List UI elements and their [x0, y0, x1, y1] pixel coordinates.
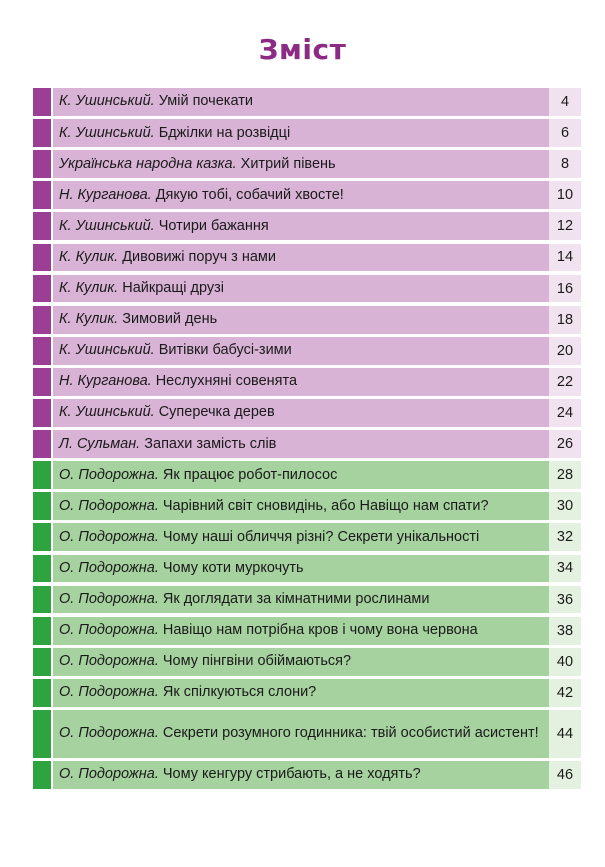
toc-entry[interactable] [33, 275, 581, 303]
toc-entry-title: Запахи замість слів [144, 435, 277, 452]
toc-entry-page-number: 12 [549, 212, 581, 240]
toc-entry-author: О. Подорожна. [59, 466, 159, 483]
toc-entry-title: Неслухняні совенята [155, 373, 298, 390]
toc-entry[interactable] [33, 461, 581, 489]
toc-entry-marker [33, 523, 51, 551]
toc-entry-title: Навіщо нам потрібна кров і чому вона червона [162, 622, 478, 639]
toc-entry-page-number: 38 [549, 617, 581, 645]
toc-entry-page-number: 46 [549, 761, 581, 789]
toc-entry[interactable] [33, 119, 581, 147]
toc-entry-author: К. Ушинський. [59, 404, 155, 421]
toc-entry-title: Суперечка дерев [158, 404, 275, 421]
toc-entry-title: Бджілки на розвідці [158, 124, 291, 141]
toc-entry-author: О. Подорожна. [59, 725, 159, 742]
toc-entry-title: Чому коти муркочуть [162, 559, 304, 576]
toc-entry-text [53, 399, 575, 427]
toc-entry-title: Дякую тобі, собачий хвосте! [155, 186, 344, 203]
toc-entry-page-number: 44 [549, 710, 581, 758]
toc-entry-page-number: 18 [549, 306, 581, 334]
toc-entry[interactable] [33, 399, 581, 427]
toc-entry-author: К. Ушинський. [59, 342, 155, 359]
toc-entry-author: О. Подорожна. [59, 653, 159, 670]
toc-entry-text [53, 617, 575, 645]
toc-entry-author: Н. Курганова. [59, 373, 152, 390]
toc-entry-title: Як працює робот-пилосос [162, 466, 338, 483]
toc-entry-title: Як доглядати за кімнатними рослинами [162, 591, 430, 608]
toc-entry-marker [33, 761, 51, 789]
toc-entry-text [53, 244, 575, 272]
toc-entry-marker [33, 710, 51, 758]
toc-entry-marker [33, 461, 51, 489]
toc-entry-marker [33, 617, 51, 645]
toc-entry-author: О. Подорожна. [59, 591, 159, 608]
toc-entry-title: Секрети розумного годинника: твій особистий асистент! [162, 725, 539, 742]
toc-entry-marker [33, 430, 51, 458]
toc-entry[interactable] [33, 679, 581, 707]
toc-entry-marker [33, 181, 51, 209]
toc-entry-title: Зимовий день [122, 311, 218, 328]
toc-entry-title: Чому кенгуру стрибають, а не ходять? [162, 766, 421, 783]
toc-entry-page-number: 28 [549, 461, 581, 489]
toc-entry-marker [33, 555, 51, 583]
toc-entry-title: Чарівний світ сновидінь, або Навіщо нам спати? [162, 497, 489, 514]
toc-entry-text [53, 150, 575, 178]
toc-entry-title: Чому пінгвіни обіймаються? [162, 653, 352, 670]
page-title: Зміст [258, 33, 347, 66]
toc-entry-marker [33, 648, 51, 676]
toc-entry-author: О. Подорожна. [59, 528, 159, 545]
toc-entry-text [53, 119, 575, 147]
toc-entry[interactable] [33, 150, 581, 178]
toc-entry-author: К. Ушинський. [59, 124, 155, 141]
toc-entry[interactable] [33, 88, 581, 116]
toc-entry[interactable] [33, 492, 581, 520]
toc-entry-title: Витівки бабусі-зими [158, 342, 292, 359]
toc-entry-page-number: 24 [549, 399, 581, 427]
toc-entry-title: Чотири бажання [158, 217, 269, 234]
toc-entry[interactable] [33, 337, 581, 365]
toc-entry-text [53, 586, 575, 614]
toc-entry-text [53, 306, 575, 334]
toc-entry-author: Л. Сульман. [59, 435, 141, 452]
toc-entry-title: Найкращі друзі [122, 280, 225, 297]
toc-entry-author: К. Кулик. [59, 248, 119, 265]
toc-entry-page-number: 16 [549, 275, 581, 303]
toc-entry[interactable] [33, 617, 581, 645]
toc-entry-page-number: 42 [549, 679, 581, 707]
toc-entry-marker [33, 212, 51, 240]
toc-entry-marker [33, 275, 51, 303]
toc-entry-text [53, 492, 575, 520]
toc-entry-page-number: 6 [549, 119, 581, 147]
toc-entry-title: Дивовижі поруч з нами [122, 248, 276, 265]
toc-entry-page-number: 36 [549, 586, 581, 614]
toc-entry-page-number: 8 [549, 150, 581, 178]
toc-entry-page-number: 4 [549, 88, 581, 116]
toc-entry-marker [33, 306, 51, 334]
toc-entry-author: К. Ушинський. [59, 217, 155, 234]
toc-entry-text [53, 88, 575, 116]
toc-entry-text [53, 523, 575, 551]
toc-entry[interactable] [33, 368, 581, 396]
toc-entry-author: К. Кулик. [59, 311, 119, 328]
toc-entry-author: О. Подорожна. [59, 684, 159, 701]
toc-entry[interactable] [33, 710, 581, 758]
toc-entry-author: О. Подорожна. [59, 559, 159, 576]
toc-entry-text [53, 679, 575, 707]
toc-entry[interactable] [33, 306, 581, 334]
toc-entry-marker [33, 150, 51, 178]
toc-entry[interactable] [33, 586, 581, 614]
toc-entry[interactable] [33, 761, 581, 789]
toc-entry-text [53, 181, 575, 209]
toc-entry-marker [33, 586, 51, 614]
toc-entry-text [53, 761, 575, 789]
toc-entry-page-number: 14 [549, 244, 581, 272]
toc-entry-marker [33, 88, 51, 116]
toc-entry-text [53, 430, 575, 458]
toc-entry[interactable] [33, 523, 581, 551]
toc-entry-text [53, 368, 575, 396]
toc-entry-marker [33, 399, 51, 427]
toc-entry[interactable] [33, 244, 581, 272]
toc-entry[interactable] [33, 430, 581, 458]
toc-entry-marker [33, 244, 51, 272]
toc-entry-author: О. Подорожна. [59, 622, 159, 639]
toc-entry[interactable] [33, 212, 581, 240]
toc-entry-title: Чому наші обличчя різні? Секрети унікальності [162, 528, 480, 545]
toc-entry-author: К. Кулик. [59, 280, 119, 297]
toc-entry-page-number: 34 [549, 555, 581, 583]
toc-entry-author: Українська народна казка. [59, 155, 237, 172]
toc-entry[interactable] [33, 648, 581, 676]
toc-entry[interactable] [33, 555, 581, 583]
toc-entry-text [53, 275, 575, 303]
toc-entry-page-number: 10 [549, 181, 581, 209]
toc-entry-text [53, 648, 575, 676]
toc-entry-marker [33, 119, 51, 147]
toc-entry-marker [33, 679, 51, 707]
toc-entry-author: О. Подорожна. [59, 766, 159, 783]
toc-entry-page-number: 30 [549, 492, 581, 520]
toc-entry-author: К. Ушинський. [59, 93, 155, 110]
toc-entry-title: Як спілкуються слони? [162, 684, 317, 701]
toc-entry-marker [33, 492, 51, 520]
toc-entry-page-number: 22 [549, 368, 581, 396]
toc-entry-page-number: 40 [549, 648, 581, 676]
toc-entry-page-number: 26 [549, 430, 581, 458]
toc-entry[interactable] [33, 181, 581, 209]
toc-entry-author: Н. Курганова. [59, 186, 152, 203]
toc-entry-marker [33, 368, 51, 396]
toc-entry-title: Хитрий півень [240, 155, 336, 172]
toc-entry-author: О. Подорожна. [59, 497, 159, 514]
toc-entry-text [53, 555, 575, 583]
toc-entry-title: Умій почекати [158, 93, 253, 110]
toc-entry-text [53, 461, 575, 489]
toc-entry-page-number: 20 [549, 337, 581, 365]
toc-entry-page-number: 32 [549, 523, 581, 551]
toc-entry-text [53, 710, 575, 758]
toc-entry-text [53, 212, 575, 240]
toc-entry-marker [33, 337, 51, 365]
toc-entry-text [53, 337, 575, 365]
